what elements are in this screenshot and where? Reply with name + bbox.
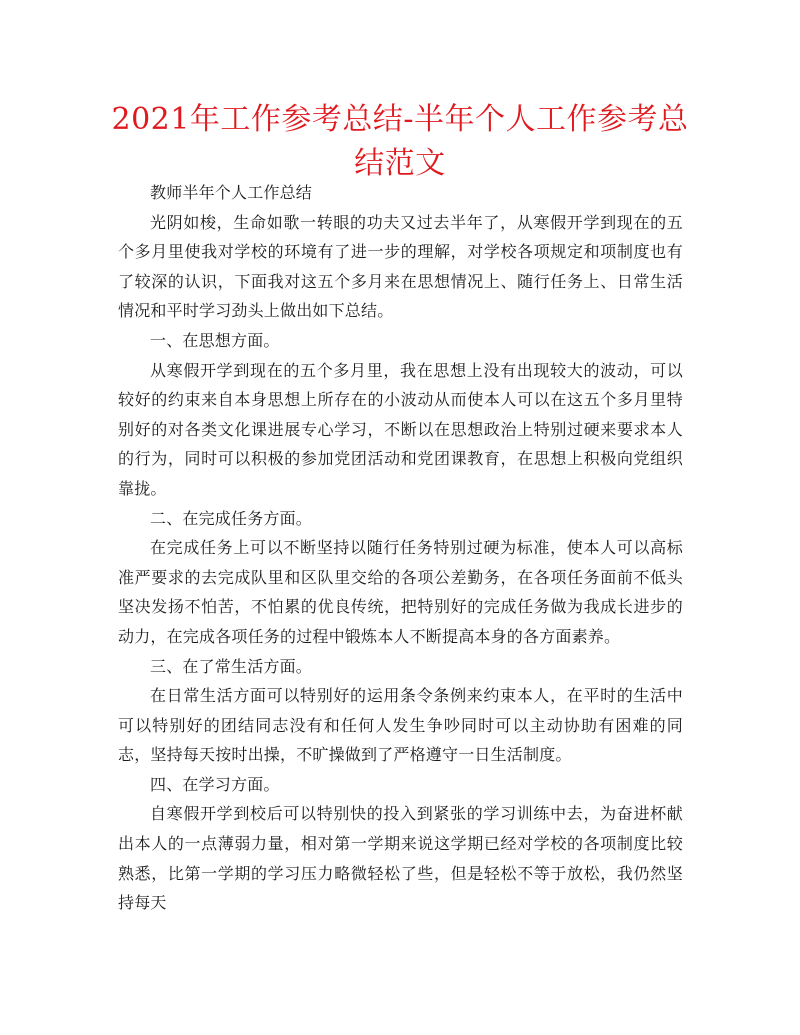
paragraph-tasks: 在完成任务上可以不断坚持以随行任务特别过硬为标准，使本人可以高标准严要求的去完成队里和区队里交给的各项公差勤务，在各项任务面前不低头坚决发扬不怕苦，不怕累的优良传统，把特别好的完成任务做为我成长进步的动力，在完成各项任务的过程中锻炼本人不断提高本身的各方面素养。 <box>118 538 683 646</box>
section-heading-thought: 一、在思想方面。 <box>150 330 280 350</box>
paragraph-intro: 光阴如梭，生命如歌一转眼的功夫又过去半年了，从寒假开学到现在的五个多月里使我对学校的环境有了进一步的理解，对学校各项规定和项制度也有了较深的认识，下面我对这五个多月来在思想情况上、随行任务上、日常生活情况和平时学习劲头上做出如下总结。 <box>118 212 683 321</box>
document-subtitle: 教师半年个人工作总结 <box>150 183 313 202</box>
document-title: 2021年工作参考总结-半年个人工作参考总结范文 <box>111 102 689 181</box>
document-body <box>118 178 683 918</box>
paragraph-study: 自寒假开学到校后可以特别快的投入到紧张的学习训练中去，为奋进杯献出本人的一点薄弱力量，相对第一学期来说这学期已经对学校的各项制度比较熟悉，比第一学期的学习压力略微轻松了些，但是轻松不等于放松，我仍然坚持每天 <box>118 804 683 913</box>
section-heading-daily-life: 三、在了常生活方面。 <box>150 656 313 676</box>
section-heading-tasks: 二、在完成任务方面。 <box>150 508 313 528</box>
paragraph-daily-life: 在日常生活方面可以特别好的运用条令条例来约束本人，在平时的生活中可以特别好的团结同志没有和任何人发生争吵同时可以主动协助有困难的同志，坚持每天按时出操，不旷操做到了严格遵守一日生活制度。 <box>118 686 683 765</box>
section-heading-study: 四、在学习方面。 <box>150 774 280 794</box>
paragraph-thought: 从寒假开学到现在的五个多月里，我在思想上没有出现较大的波动，可以较好的约束来自本身思想上所存在的小波动从而使本人可以在这五个多月里特别好的对各类文化课进展专心学习，不断以在思想政治上特别过硬来要求本人的行为，同时可以积极的参加党团活动和党团课教育，在思想上积极向党组织靠拢。 <box>118 360 683 498</box>
